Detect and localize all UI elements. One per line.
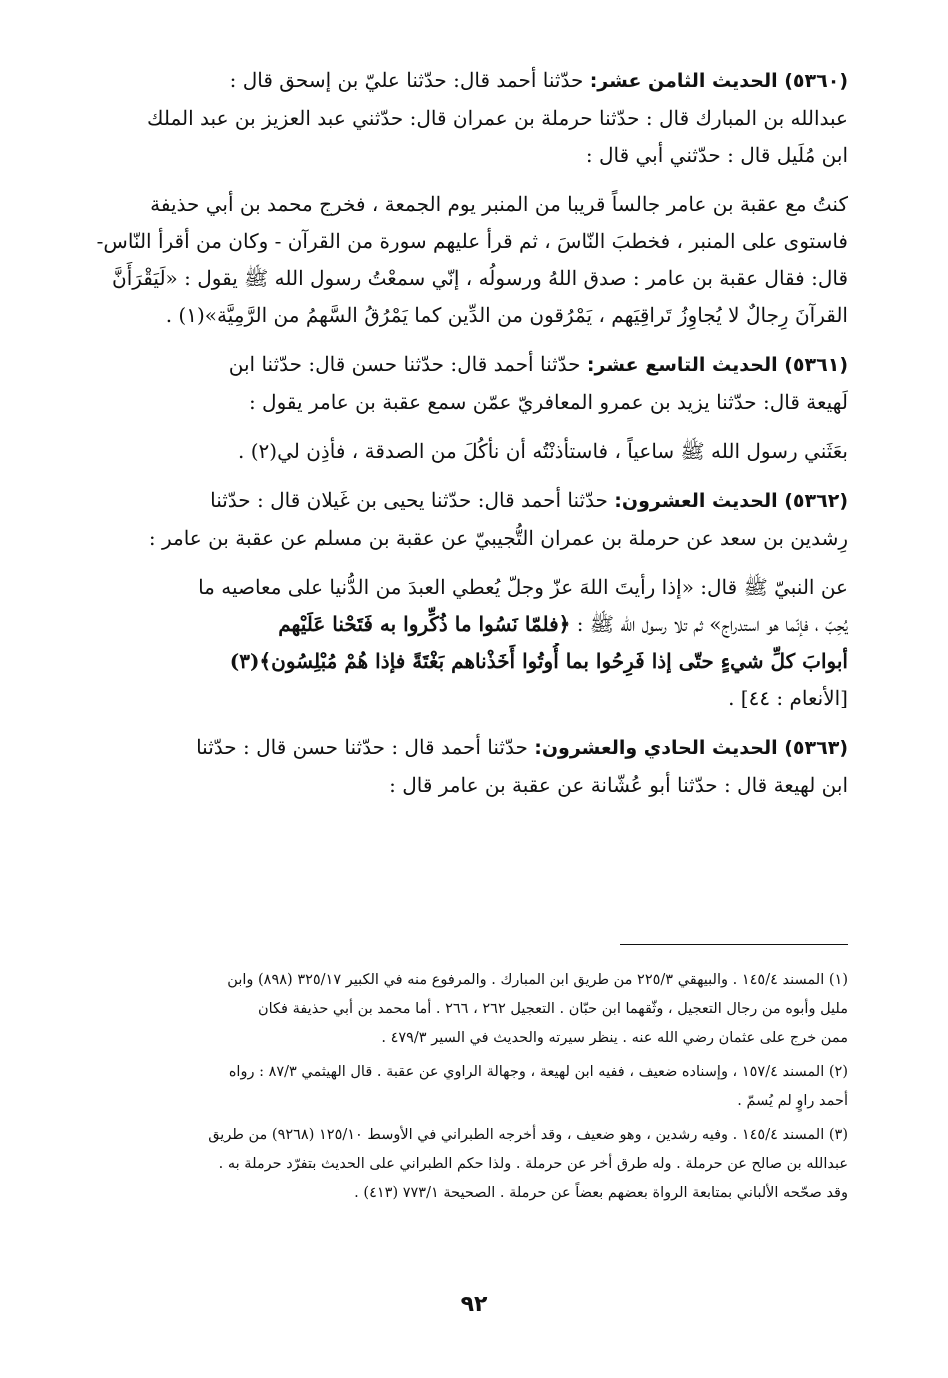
hadith-20-line-3: عن النبيّ ﷺ قال: «إذا رأيتَ اللهَ عزّ وجلّ يُعطي العبدَ من الدُّنيا على معاصيه ما bbox=[198, 575, 848, 599]
quran-verse-start: ﴿فلمّا نَسُوا ما ذُكِّروا به فَتَحْنا عَلَيْهم bbox=[278, 612, 571, 636]
footnote-3-line-1: (٣) المسند ١٤٥/٤ . وفيه رشدين ، وهو ضعيف ، وقد أخرجه الطبراني في الأوسط ١٢٥/١٠ (٩٢٦٨) من طريق bbox=[208, 1127, 848, 1143]
hadith-19-heading: (٥٣٦١) الحديث التاسع عشر: bbox=[586, 354, 848, 376]
hadith-18-line-7: القرآنَ رِجالٌ لا يُجاوِزُ تَراقِيَهم ، يَمْرُقون من الدِّين كما يَمْرُقُ السَّهمُ من الرَّمِيَّة»(١) . bbox=[165, 303, 848, 327]
hadith-20-text: حدّثنا أحمد قال: حدّثنا يحيى بن غَيلان قال : حدّثنا bbox=[210, 488, 608, 512]
surah-reference: [الأنعام : ٤٤] . bbox=[728, 686, 848, 710]
hadith-20-line-4 bbox=[78, 606, 848, 643]
footnote-separator bbox=[620, 944, 848, 945]
hadith-21-line-2: ابن لهيعة قال : حدّثنا أبو عُشّانة عن عقبة بن عامر قال : bbox=[389, 773, 848, 797]
hadith-21-line-1 bbox=[78, 729, 848, 767]
footnotes bbox=[78, 966, 848, 1208]
hadith-18-line-1 bbox=[78, 62, 848, 100]
hadith-19-line-2: لَهيعة قال: حدّثنا يزيد بن عمرو المعافريّ عمّن سمع عقبة بن عامر يقول : bbox=[248, 390, 848, 414]
page-number: ٩٢ bbox=[460, 1292, 488, 1317]
hadith-18-heading: (٥٣٦٠) الحديث الثامن عشر: bbox=[589, 70, 848, 92]
hadith-20-heading: (٥٣٦٢) الحديث العشرون: bbox=[614, 490, 848, 512]
hadith-18-line-5: فاستوى على المنبر ، فخطبَ النّاسَ ، ثم قرأ عليهم سورة من القرآن - وكان من أقرأ النّاس- bbox=[96, 229, 848, 253]
hadith-19-text: حدّثنا أحمد قال: حدّثنا حسن قال: حدّثنا ابن bbox=[228, 352, 581, 376]
footnote-2-line-2: أحمد راوٍ لم يُسمّ . bbox=[737, 1093, 848, 1109]
footnote-3-line-3: وقد صحّحه الألباني بمتابعة الرواة بعضهم بعضاً عن حرملة . الصحيحة ٧٧٣/١ (٤١٣) . bbox=[354, 1185, 848, 1201]
hadith-18-line-2: عبدالله بن المبارك قال : حدّثنا حرملة بن عمران قال: حدّثني عبد العزيز بن عبد الملك bbox=[146, 106, 848, 130]
hadith-19-line-1 bbox=[78, 346, 848, 384]
hadith-18-line-6: قال: فقال عقبة بن عامر : صدق اللهُ ورسولُه ، إنّي سمعْتُ رسول الله ﷺ يقول : «لَيَقْرَأَنَّ bbox=[112, 266, 848, 290]
footnote-1-line-1: (١) المسند ١٤٥/٤ . والبيهقي ٢٢٥/٣ من طريق ابن المبارك . والمرفوع منه في الكبير ٣٢٥/١٧ (٨٩٨) وابن bbox=[227, 972, 848, 988]
hadith-20-line-1 bbox=[78, 482, 848, 520]
hadith-20-line-2: رِشدين بن سعد عن حرملة بن عمران التُّجيبيّ عن عقبة بن مسلم عن عقبة بن عامر : bbox=[148, 526, 848, 550]
hadith-21-text: حدّثنا أحمد قال : حدّثنا حسن قال : حدّثنا bbox=[196, 735, 528, 759]
hadith-21-heading: (٥٣٦٣) الحديث الحادي والعشرون: bbox=[534, 737, 848, 759]
footnote-1-line-3: ممن خرج على عثمان رضي الله عنه . ينظر سيرته والحديث في السير ٤٧٩/٣ . bbox=[381, 1030, 848, 1046]
hadith-20-text-4: يُحِبّ ، فإنّما هو استدراج» ثم تلا رسول الله ﷺ : bbox=[576, 612, 848, 636]
hadith-18-text: حدّثنا أحمد قال: حدّثنا عليّ بن إسحق قال : bbox=[229, 68, 584, 92]
hadith-18-line-4: كنتُ مع عقبة بن عامر جالساً قريبا من المنبر يوم الجمعة ، فخرج محمد بن أبي حذيفة bbox=[150, 192, 848, 216]
footnote-2-line-1: (٢) المسند ١٥٧/٤ ، وإسناده ضعيف ، ففيه ابن لهيعة ، وجهالة الراوي عن عقبة . قال الهيثمي ٨٧/٣ : رواه bbox=[228, 1064, 848, 1080]
footnote-3-line-2: عبدالله بن صالح عن حرملة . وله طرق أخر عن حرملة . ولذا حكم الطبراني على الحديث بتفرّد حرملة به . bbox=[218, 1156, 848, 1172]
main-text bbox=[78, 62, 848, 804]
quran-verse-line: أبوابَ كلِّ شيءٍ حتّى إذا فَرِحُوا بما أُوتُوا أَخَذْناهم بَغْتَةً فإذا هُمْ مُبْلِسُون﴾(٣) bbox=[229, 649, 848, 673]
footnote-1-line-2: مليل وأبوه من رجال التعجيل ، وثّقهما ابن حبّان . التعجيل ٢٦٢ ، ٢٦٦ . أما محمد بن أبي حذيفة فكان bbox=[257, 1001, 848, 1017]
hadith-19-line-3: بعَثَني رسول الله ﷺ ساعياً ، فاستأذنْتُه أن نأكُلَ من الصدقة ، فأذِن لي(٢) . bbox=[237, 439, 848, 463]
hadith-18-line-3: ابن مُلَيل قال : حدّثني أبي قال : bbox=[585, 143, 848, 167]
